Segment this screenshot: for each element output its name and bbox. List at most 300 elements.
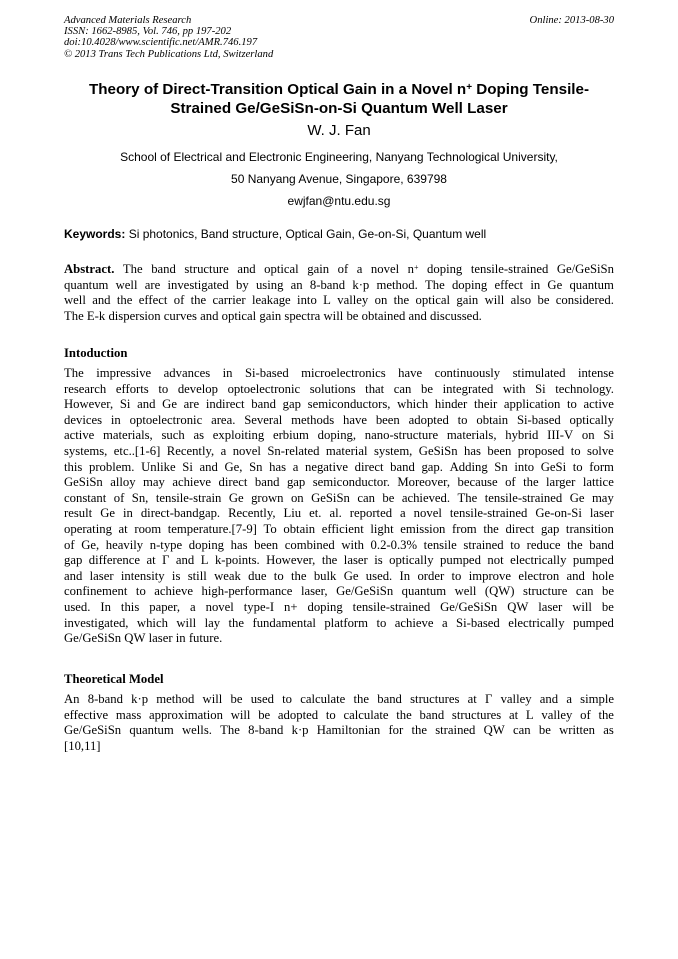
word: fundamental [252,615,316,630]
word: proposed [517,443,565,458]
word: gap. [421,459,443,474]
keywords-text: Si photonics, Band structure, Optical Gain, Ge-on-Si, Quantum well [125,227,487,241]
word: well [454,584,477,599]
section-heading-introduction: Intoduction [64,346,128,360]
word: alloy [110,475,136,490]
word: [10,11] [64,738,101,753]
word: also [510,293,532,308]
word: problem. [88,459,135,474]
word: as [603,723,614,738]
word: improve [468,568,512,583]
word: application [503,397,561,412]
word: GeSiSn [311,490,350,505]
word: and [237,262,256,276]
word: using [255,277,284,292]
word: emission [400,521,446,536]
word: paper, [149,599,181,614]
word: strained [435,723,476,738]
word: at [467,692,477,706]
word: QW [483,723,505,738]
word: erbium [272,428,309,443]
word: Si-based [456,615,500,630]
text-line [64,309,614,325]
word: novel [232,443,261,458]
word: materials, [103,428,153,443]
word: intense [577,366,614,380]
text-line [64,506,614,522]
word: doping, [317,428,357,443]
word: constant [64,490,107,505]
word: advances [163,366,211,380]
word: combined [284,537,335,552]
word: solve [587,443,614,458]
word: may [591,490,614,505]
word: at [146,553,156,568]
word: will [323,308,344,323]
word: microelectronics [301,366,386,380]
word: Ge/GeSiSn [336,584,394,599]
word: et. [309,506,322,521]
word: tensile [423,537,457,552]
word: and [92,293,111,308]
word: such [161,428,185,443]
word: calculate [343,707,389,722]
word: approximation [148,707,223,722]
word: quantum [64,277,109,292]
text-line [64,553,614,569]
word: to [570,443,581,458]
word: not [487,553,504,568]
word: indirect [205,397,245,412]
word: achieve [394,615,434,630]
word: methods [291,412,335,427]
word: larger [546,475,576,490]
word: well [64,293,86,308]
word: In [100,599,111,614]
word: to [282,692,293,706]
word: result [64,506,93,521]
word: obtain [283,521,316,536]
word: optoelectronic [129,412,203,427]
word: GeSi [540,459,567,474]
word: (QW) [484,584,515,599]
keywords [64,227,486,241]
word: quantum [401,584,447,599]
word: from [452,521,477,536]
word: been [375,412,400,427]
word: hinder [434,397,468,412]
word: effect [494,277,524,292]
word: into [297,293,317,308]
word: laser [538,599,563,614]
word: Ge, [224,459,243,474]
word: impressive [96,366,152,380]
word: Ge/GeSiSn [64,723,122,738]
word: still [187,568,207,583]
word: L [323,293,331,308]
word: technology. [555,381,614,396]
word: III-V [547,428,574,443]
word: valley [541,707,573,722]
word: The [64,366,84,380]
word: etc..[1-6] [113,443,161,458]
word: Ge [100,506,115,521]
word: type-I [243,599,275,614]
word: However, [64,397,114,412]
word: obtain [476,412,509,427]
word: structure [523,584,568,599]
word: transition [565,521,614,536]
word: to [572,459,583,474]
word: gap [286,475,306,490]
title-superscript: + [466,82,473,93]
word: direct [354,459,384,474]
word: adopted [408,412,449,427]
word: 8-band [87,692,123,706]
word: the [411,723,427,738]
word: stimulated [512,366,566,380]
word: reported [349,506,393,521]
word: used [250,692,274,706]
word: to [457,412,468,427]
word: Several [244,412,283,427]
word: a [190,599,196,614]
word: to [376,615,387,630]
word: band [254,475,280,490]
word: adopted [277,707,319,722]
word: gap [540,521,560,536]
word: L [200,553,209,568]
word: Ge [569,490,585,505]
word: well [115,277,138,292]
word: can [357,490,375,505]
word: Ge/GeSiSn [440,599,498,614]
word: doping [451,277,488,292]
word: tensile-strained [449,506,528,521]
word: QW [124,631,146,646]
word: dispersion [108,308,161,323]
text-line [64,569,614,585]
word: Γ [485,692,493,706]
word: devices [64,412,103,427]
word: be [537,293,550,308]
word: and [137,397,156,412]
word: effect [138,293,168,308]
word: can [575,584,594,599]
word: order [417,568,445,583]
word: confinement [64,584,128,599]
word: The [122,262,143,276]
word: tensile-strain [155,490,222,505]
word: be [601,599,614,614]
text-line [64,491,614,507]
word: semiconductors, [307,397,391,412]
word: doping [427,262,463,276]
word: Recently, [166,443,215,458]
word: curves [163,308,197,323]
word: efficient [321,521,364,536]
word: into [514,459,535,474]
word: band [251,397,276,412]
word: lay [204,615,221,630]
word: investigated [167,277,229,292]
word: strained [463,537,504,552]
word: pumped [572,615,614,630]
word: method [156,692,195,706]
word: the [190,293,207,308]
text-line [64,366,614,382]
word: be [382,490,395,505]
word: light [370,521,394,536]
word: optically [389,553,434,568]
word: by [236,277,249,292]
word: Ge-on-Si [535,506,582,521]
word: to [510,537,521,552]
word: be [538,723,551,738]
word: gain [307,262,330,276]
word: laser [343,553,368,568]
word: the [321,553,338,568]
word: hole [592,568,614,583]
word: optoelectronic [227,381,301,396]
author-email[interactable]: ewjfan@ntu.edu.sg [287,194,391,208]
word: continuously [434,366,501,380]
word: to [325,707,336,722]
word: electrically [510,553,567,568]
word: In [399,568,411,583]
text-line [64,631,614,647]
word: n-type [149,537,183,552]
word: written [559,723,596,738]
word: the [353,692,370,706]
word: Si [119,397,131,412]
word: Ge [343,568,359,583]
word: in [175,631,186,646]
word: k·p [291,723,309,738]
word: Γ [162,553,170,568]
word: that [365,381,385,396]
word: the [396,707,412,722]
word: the [523,475,539,490]
text-line [64,692,614,708]
word: are [144,277,161,292]
word: high-performance [201,584,293,599]
text-line [64,444,614,460]
word: on [290,490,304,505]
word: a [441,615,448,630]
word: quantum [129,723,174,738]
word: structure [184,262,229,276]
word: and [566,568,585,583]
affiliation-line2: 50 Nanyang Avenue, Singapore, 639798 [231,172,447,186]
word: with [341,537,364,552]
word: lattice [582,475,614,490]
word: the [567,537,583,552]
word: quantum [569,277,614,292]
word: efforts [115,381,149,396]
word: Moreover, [397,475,451,490]
word: tensile-strained [352,599,431,614]
introduction-body [64,366,614,647]
word: Ge/GeSiSn [64,631,122,646]
word: band [390,459,415,474]
word: optically [569,412,614,427]
word: achieve [172,475,212,490]
word: negative [304,459,348,474]
word: Si-based [516,412,561,427]
word: be [258,707,271,722]
word: future. [188,631,223,646]
word: Ge [547,277,563,292]
word: materials, [446,428,497,443]
text-line [64,538,614,554]
word: be [602,584,614,599]
word: with [502,381,526,396]
word: form [589,459,614,474]
word: and [175,553,195,568]
text-line [64,475,614,491]
word: difference [88,553,140,568]
word: al. [329,506,342,521]
word: will [230,707,251,722]
word: L [525,707,534,722]
word: due [248,568,267,583]
word: wells. [181,723,212,738]
word: weak [214,568,241,583]
word: active [583,397,614,412]
word: develop [177,381,218,396]
word: be [346,308,359,323]
text-line [64,382,614,398]
word: will [202,692,223,706]
word: The [220,723,240,738]
keywords-label: Keywords: [64,227,126,241]
word: the [290,568,307,583]
word: direct-bandgap. [140,506,221,521]
word: gain [259,308,282,323]
journal-header [64,15,273,60]
word: Sn-related [267,443,320,458]
text-line [64,708,614,724]
word: in [530,277,541,292]
word: valley [500,692,532,706]
word: research [64,381,107,396]
word: and [199,459,218,474]
word: The [457,490,478,505]
word: a [400,506,406,521]
word: novel [413,506,442,521]
word: can [393,381,412,396]
text-line [64,397,614,413]
word: tensile-strained [470,262,549,276]
word: k·p [352,277,370,292]
word: will [176,615,197,630]
word: n+ [284,599,298,614]
word: Si [603,428,614,443]
word: achieve [154,584,194,599]
word: structures [451,707,502,722]
text-line [64,600,614,616]
word: optical [264,262,299,276]
word: the [393,293,410,308]
word: exploiting [212,428,265,443]
word: considered. [555,293,614,308]
word: in [110,412,121,427]
word: and [64,568,83,583]
text-line [64,522,614,538]
word: gap [64,553,83,568]
superscript: + [413,263,419,272]
word: Hamiltonian [316,723,381,738]
word: nano-structure [364,428,439,443]
word: calculate [300,692,346,706]
word: to [158,381,169,396]
text-line [64,293,614,309]
title-line1-text: Theory of Direct-Transition Optical Gain in a Novel n [88,81,467,98]
word: systems, [64,443,108,458]
word: of [64,537,75,552]
word: Si [535,381,546,396]
word: the [228,615,245,630]
word: of [580,707,591,722]
word: solutions [309,381,356,396]
text-line [64,460,614,476]
text-line [64,723,614,739]
word: the [483,521,499,536]
word: band [377,692,402,706]
word: operating [64,521,112,536]
word: can [513,723,531,738]
title-line2: Strained Ge/GeSiSn-on-Si Quantum Well Laser [170,100,508,117]
word: semiconductor. [312,475,390,490]
author-name: W. J. Fan [307,122,371,139]
word: Ge [162,397,177,412]
word: at [508,707,519,722]
word: in [222,366,233,380]
word: platform [324,615,369,630]
word: n+ [407,262,419,276]
text-line [64,262,614,278]
word: doping [307,599,343,614]
word: room [134,521,162,536]
word: been [254,537,279,552]
word: leakage [251,293,291,308]
word: used. [365,568,393,583]
word: The [424,277,445,292]
word: to [451,568,462,583]
word: their [473,397,498,412]
word: hybrid [505,428,539,443]
word: Ge/GeSiSn [556,262,614,276]
word: E-k [86,308,106,323]
word: gap [282,397,301,412]
word: on [581,428,595,443]
word: of [113,490,125,505]
word: at [118,521,128,536]
word: has [230,537,248,552]
text-line [64,413,614,429]
word: active [64,428,95,443]
word: electrically [508,615,565,630]
word: for [388,723,404,738]
word: will [484,293,505,308]
word: has [269,459,287,474]
word: GeSiSn [418,443,458,458]
word: be [230,692,243,706]
word: novel [205,599,234,614]
word: the [598,707,614,722]
word: Ge [228,490,244,505]
